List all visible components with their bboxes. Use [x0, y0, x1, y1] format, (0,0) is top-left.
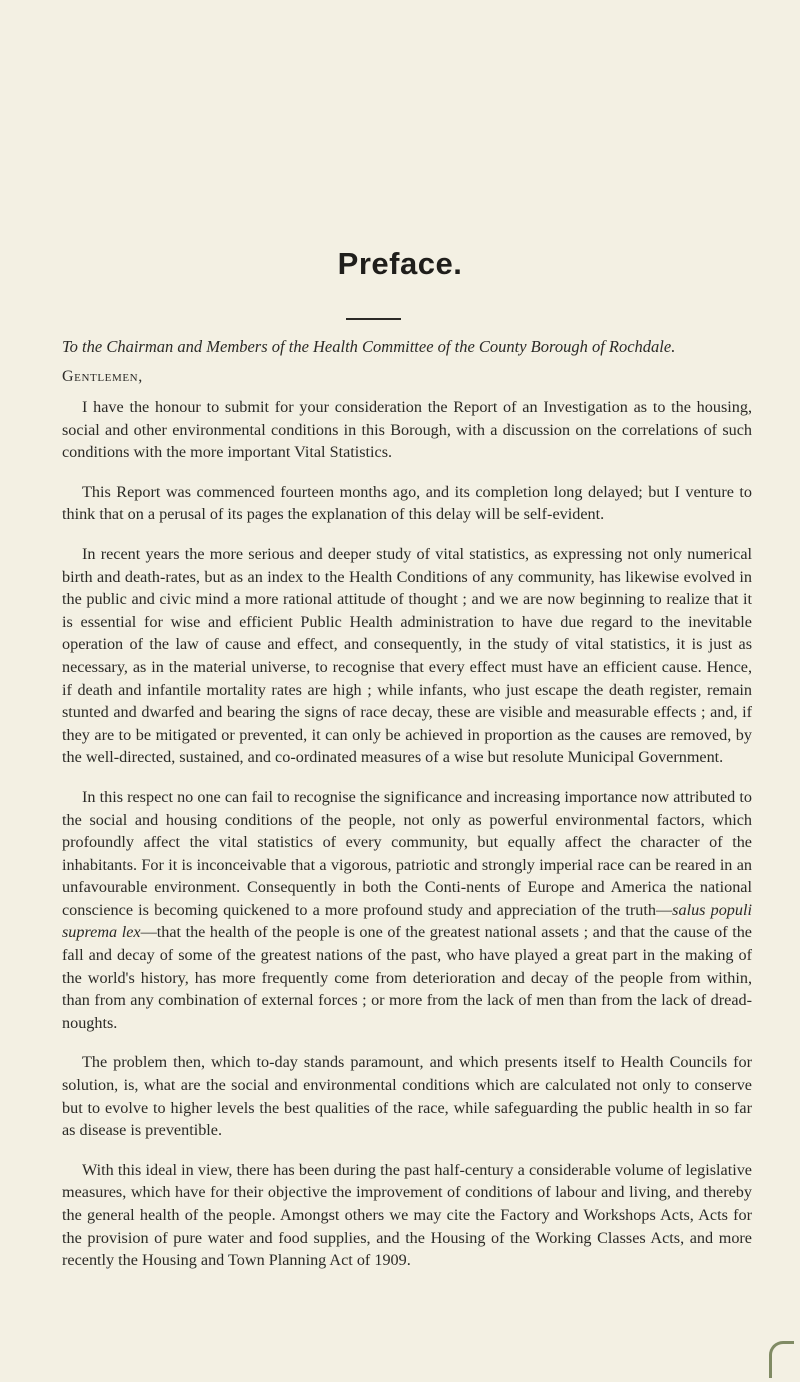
body-text [62, 396, 752, 1289]
latin-phrase: salus populi suprema lex [62, 900, 752, 942]
paragraph-2: This Report was commenced fourteen months ago, and its completion long delayed; but I venture to think that on a perusal of its pages the explanation of this delay will be self-evident. [62, 482, 752, 524]
paragraph-4-text-a: In this respect no one can fail to recognise the significance and increasing importance now attributed to the social and housing conditions of the people, not only as powerful environmental factors, which profoundly affect the vital statistics of every community, but equally affect the character of the inhabitants. For it is inconceivable that a vigorous, patriotic and strongly imperial race can be reared in an unfavourable environment. Consequently in both the Conti-nents of Europe and America the national conscience is becoming quickened to a more profound study and appreciation of the truth— [62, 787, 752, 919]
paragraph-5: The problem then, which to-day stands paramount, and which presents itself to Health Councils for solution, is, what are the social and environmental conditions which are calculated not only to conserve but to evolve to higher levels the best qualities of the race, while safeguarding the public health in so far as disease is preventible. [62, 1053, 752, 1140]
address-line: To the Chairman and Members of the Health Committee of the County Borough of Rochdale. [62, 337, 676, 356]
page-title: Preface. [337, 246, 463, 281]
paragraph-4-text-b: —that the health of the people is one of the greatest national assets ; and that the cause of the fall and decay of some of the greatest nations of the past, who have played a great part in the making of the world's history, has more frequently come from deterioration and decay of the people from within, than from any combination of external forces ; or more from the lack of men than from the lack of dread-noughts. [62, 923, 752, 1032]
paragraph-3: In recent years the more serious and deeper study of vital statistics, as expressing not only numerical birth and death-rates, but as an index to the Health Conditions of any community, has likewise evolved in the public and civic mind a more rational attitude of thought ; and we are now beginning to realize that it is essential for wise and efficient Public Health administration to have due regard to the inevitable operation of the law of cause and effect, and consequently, in the study of vital statistics, it is just as necessary, as in the material universe, to recognise that every effect must have an efficient cause. Hence, if death and infantile mortality rates are high ; while infants, who just escape the death register, remain stunted and dwarfed and bearing the signs of race decay, these are visible and measurable effects ; and, if they are to be mitigated or prevented, it can only be achieved in proportion as the causes are removed, by the well-directed, sustained, and co-ordinated measures of a wise but resolute Municipal Government. [62, 544, 752, 767]
salutation: Gentlemen, [62, 368, 143, 385]
title-divider [346, 318, 401, 320]
paragraph-4 [62, 786, 752, 1035]
paragraph-6: With this ideal in view, there has been during the past half-century a considerable volume of legislative measures, which have for their objective the improvement of conditions of labour and living, and thereby the general health of the people. Amongst others we may cite the Factory and Workshops Acts, Acts for the provision of pure water and food supplies, and the Housing of the Working Classes Acts, and more recently the Housing and Town Planning Act of 1909. [62, 1160, 752, 1270]
page-corner-mark [769, 1341, 794, 1378]
paragraph-1: I have the honour to submit for your consideration the Report of an Investigation as to the housing, social and other environmental conditions in this Borough, with a discussion on the correlations of such conditions with the more important Vital Statistics. [62, 398, 752, 462]
